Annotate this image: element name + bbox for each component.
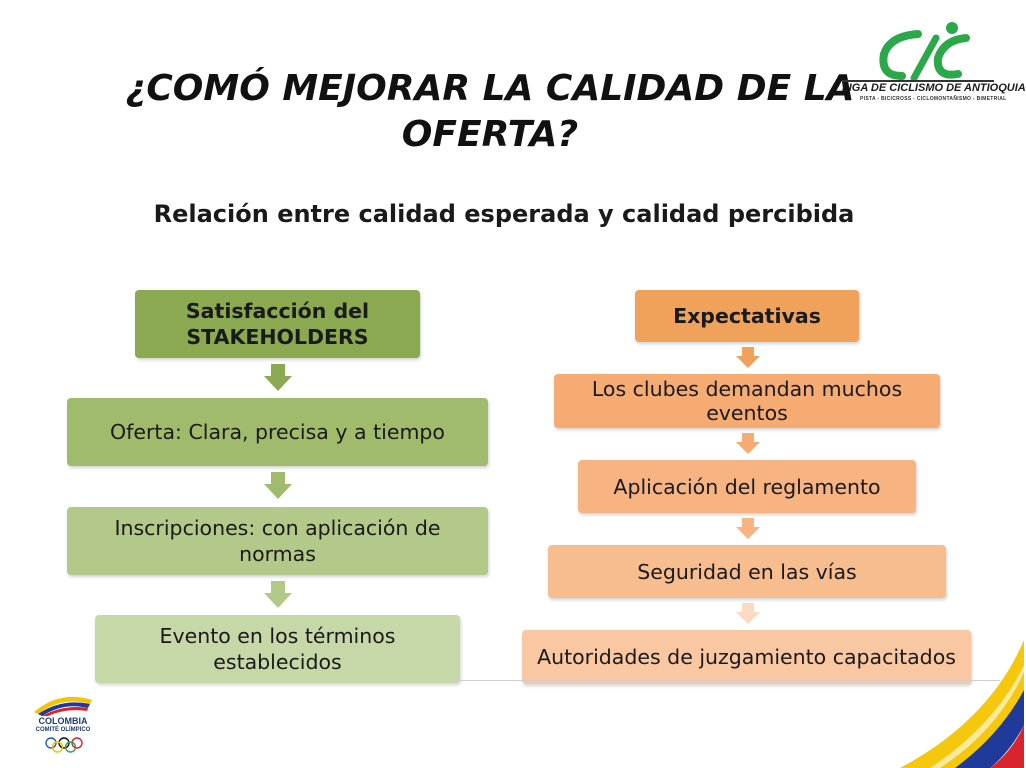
- down-arrow-icon: [736, 347, 760, 369]
- footer-logo-subname: COMITÉ OLÍMPICO: [35, 727, 91, 733]
- down-arrow-icon: [264, 581, 292, 609]
- right-flow-step-1: Los clubes demandan muchos eventos: [554, 374, 940, 428]
- right-flow-header: Expectativas: [635, 290, 859, 342]
- logo-text: LIGA DE CICLISMO DE ANTIOQUIA: [842, 80, 994, 98]
- down-arrow-icon: [736, 433, 760, 455]
- right-flow-step-4: Autoridades de juzgamiento capacitados: [522, 630, 971, 684]
- colombia-olympic-logo: [30, 692, 96, 716]
- slide-subtitle: Relación entre calidad esperada y calidad percibida: [153, 200, 855, 228]
- down-arrow-icon: [736, 603, 760, 625]
- down-arrow-icon: [736, 518, 760, 540]
- left-flow-step-1: Oferta: Clara, precisa y a tiempo: [67, 398, 488, 466]
- olympic-rings-icon: [44, 737, 84, 753]
- page-title: ¿COMÓ MEJORAR LA CALIDAD DE LA OFERTA?: [125, 68, 855, 155]
- footer-logo-name: COLOMBIA: [38, 716, 88, 726]
- right-flow-step-2: Aplicación del reglamento: [578, 460, 916, 513]
- right-flow-step-3: Seguridad en las vías: [548, 545, 946, 598]
- left-flow-step-3: Evento en los términos establecidos: [95, 615, 460, 683]
- cycling-league-logo: [840, 18, 990, 88]
- left-flow-header: Satisfacción del STAKEHOLDERS: [135, 290, 420, 358]
- footer-divider: [455, 680, 1000, 681]
- logo-subtext: PISTA - BICICROSS - CICLOMONTAÑISMO - BIMETRIAL: [860, 96, 1007, 102]
- down-arrow-icon: [264, 364, 292, 392]
- left-flow-step-2: Inscripciones: con aplicación de normas: [67, 507, 488, 575]
- down-arrow-icon: [264, 472, 292, 500]
